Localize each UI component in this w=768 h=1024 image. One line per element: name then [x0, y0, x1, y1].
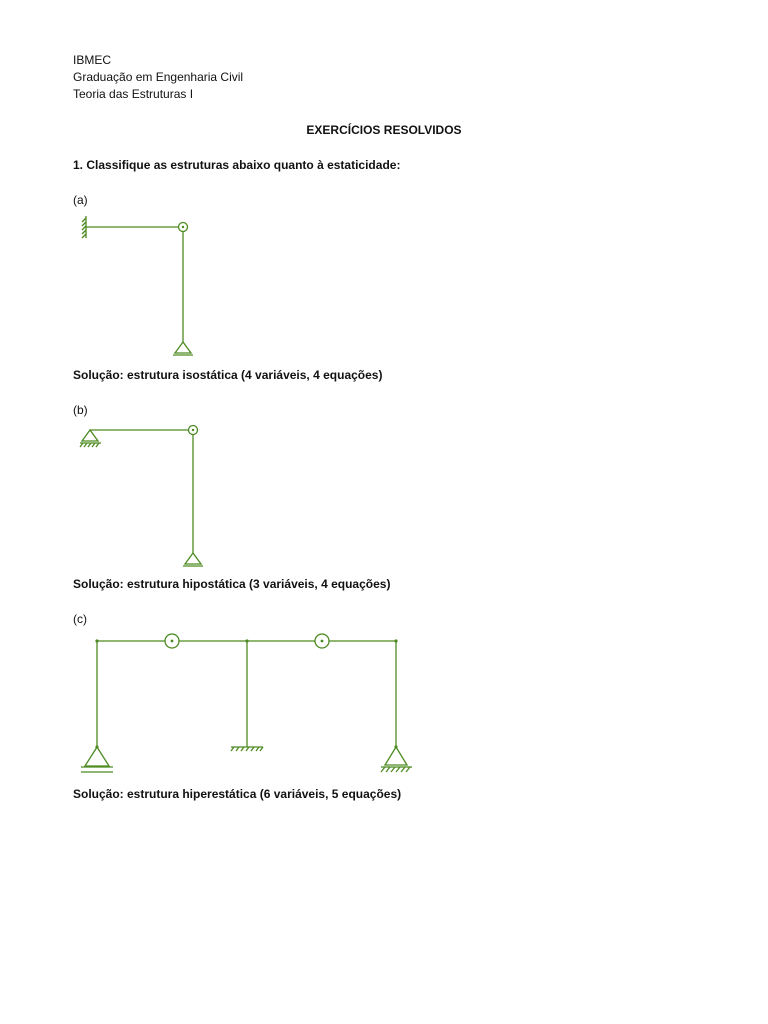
- page-title: EXERCÍCIOS RESOLVIDOS: [306, 123, 462, 137]
- fixed-support-icon: [82, 216, 86, 238]
- item-a-solution: Solução: estrutura isostática (4 variáveis, 4 equações): [73, 368, 383, 382]
- hinge-icon: [189, 426, 198, 435]
- item-b-solution: Solução: estrutura hipostática (3 variáveis, 4 equações): [73, 577, 391, 591]
- pin-support-icon: [173, 342, 193, 355]
- item-c-label: (c): [73, 612, 87, 626]
- hinge-icon: [315, 634, 329, 648]
- roller-support-icon: [81, 745, 113, 772]
- joint-dot: [394, 639, 397, 642]
- structure-c-diagram: [0, 630, 768, 780]
- pin-support-icon: [381, 745, 412, 772]
- pin-support-icon: [80, 430, 101, 447]
- structure-b-diagram: [0, 420, 768, 570]
- question-text: 1. Classifique as estruturas abaixo quanto à estaticidade:: [73, 158, 401, 172]
- institution-name: IBMEC: [73, 53, 112, 67]
- item-c-solution: Solução: estrutura hiperestática (6 variáveis, 5 equações): [73, 787, 402, 801]
- subject-name: Teoria das Estruturas I: [73, 87, 194, 101]
- hinge-icon: [179, 223, 188, 232]
- course-name: Graduação em Engenharia Civil: [73, 70, 244, 84]
- item-b-label: (b): [73, 403, 88, 417]
- item-a-label: (a): [73, 193, 88, 207]
- structure-a-diagram: [0, 210, 768, 360]
- joint-dot: [95, 639, 98, 642]
- joint-dot: [245, 639, 248, 642]
- fixed-support-icon: [231, 747, 263, 751]
- pin-support-icon: [183, 553, 203, 566]
- hinge-icon: [165, 634, 179, 648]
